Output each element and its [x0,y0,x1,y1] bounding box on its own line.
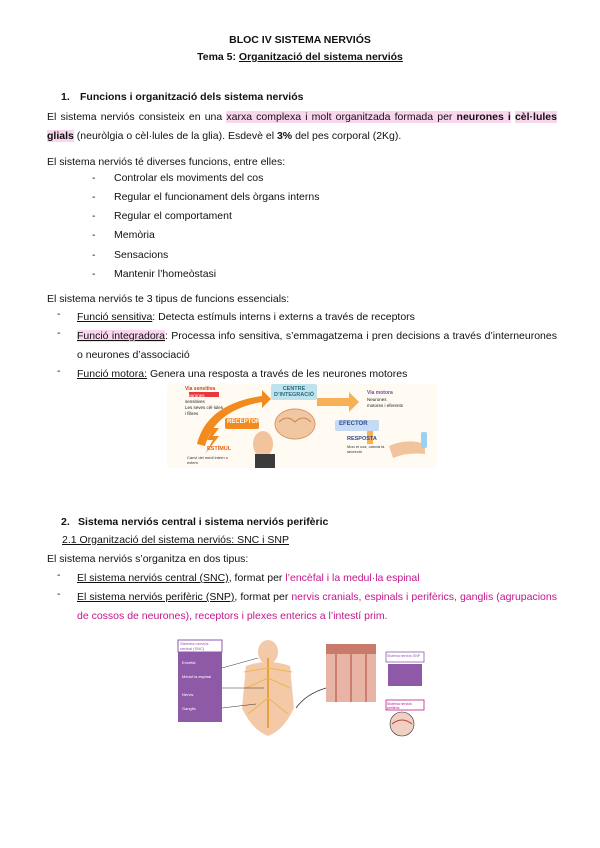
glass-icon [421,432,427,448]
type-text: : Detecta estímuls interns i externs a través de receptors [152,311,415,323]
stimulus-note: Canvi del medi intern o extern [187,455,228,465]
arrow-motor-icon [317,392,359,412]
functions-diagram [167,384,437,468]
snc-item: Medul·la espinal [182,674,212,679]
section1-number: 1. [61,91,70,103]
type-name: Funció motora: [77,368,148,380]
subtitle-topic: Organització del sistema nerviós [238,51,403,63]
section2-heading: Sistema nerviós central i sistema nerviós perifèric [78,516,329,528]
motor-item: motores i eferents [367,403,404,408]
snp-parts-1: nervis cranials, espinals i perifèrics, ganglis [291,591,494,603]
arm-icon [389,441,425,458]
type-name: Funció integradora [77,330,165,342]
motor-item: Neurones [367,397,387,402]
anatomy-diagram [176,638,431,740]
section2-subheading: 2.1 Organització del sistema nerviós: SNC i SNP [62,534,290,546]
intro-text-a: El sistema nerviós consisteix en una [47,111,227,123]
sens-item: Neurones [185,393,205,398]
stimulus-label: ESTÍMUL [207,446,232,452]
snc-name: El sistema nerviós central (SNC) [77,572,229,584]
snc-box-label: Sistema nerviós central (SNC) [180,641,209,651]
section1-heading: Funcions i organització dels sistema nerviós [80,91,304,103]
intro-text-b: (neuròlgia o cèl·lules de la glia). Esdevè el [73,130,277,142]
subtitle-lead: Tema 5: [197,51,239,63]
centre-label: CENTRE D’INTEGRACIÓ [273,386,315,398]
snp-box-label: Sistema nerviós SNP [387,654,421,658]
zoom-circle-icon [390,712,414,736]
effector-label: EFECTOR [339,421,368,427]
response-note: Mou el cos, canvia la secreció [347,444,385,454]
intro-text-c: del pes corporal (2Kg). [292,130,402,142]
intro-highlight: xarxa complexa i molt organitzada formada per [226,111,457,123]
snp-box-label-2: Sistema nerviós perifèric [387,702,412,710]
snp-name: El sistema nerviós perifèric (SNP) [77,591,235,603]
sens-item: i fibres [185,411,199,416]
type-name: Funció sensitiva [77,311,153,323]
types-intro: El sistema nerviós te 3 tipus de funcions essencials: [47,293,290,305]
intro-bold-neurones: neurones i [456,111,511,123]
face-icon [253,431,273,457]
section1-intro [47,108,557,146]
section2-number: 2. [61,516,70,528]
intro-bold-glials: cèl·lules glials [47,111,557,142]
snc-item: Encèfal [182,660,196,665]
snc-parts: l’encèfal i la medul·la espinal [285,572,420,584]
snc-item: Ganglis [182,706,196,711]
motor-title: Via motora [367,390,393,396]
type-text: Genera una resposta a través de les neurones motores [147,368,408,380]
snc-item: Nervis [182,692,194,697]
org-intro: El sistema nerviós s’organitza en dos tipus: [47,553,249,565]
sens-title: Via sensitiva [185,386,216,392]
sens-item: Les seves cèl·lules [185,405,224,410]
snp-parts-2: (agrupacions de cossos de neurones), receptors i plexes enterics a l’intestí prim. [77,591,557,622]
sens-item: sensitives [185,399,205,404]
brain-icon [275,409,315,439]
document-subtitle [0,51,600,63]
response-label: RESPOSTA [347,436,377,442]
intro-percent: 3% [276,130,293,142]
receptor-label: RECEPTOR [227,419,261,425]
document-title: BLOC IV SISTEMA NERVIÓS [229,34,371,46]
functions-intro: El sistema nerviós té diverses funcions, entre elles: [47,156,286,168]
type-text: : Processa info sensitiva, s’emmagatzema i pren decisions a través d’interneurones o neurones d’associació [77,330,557,361]
